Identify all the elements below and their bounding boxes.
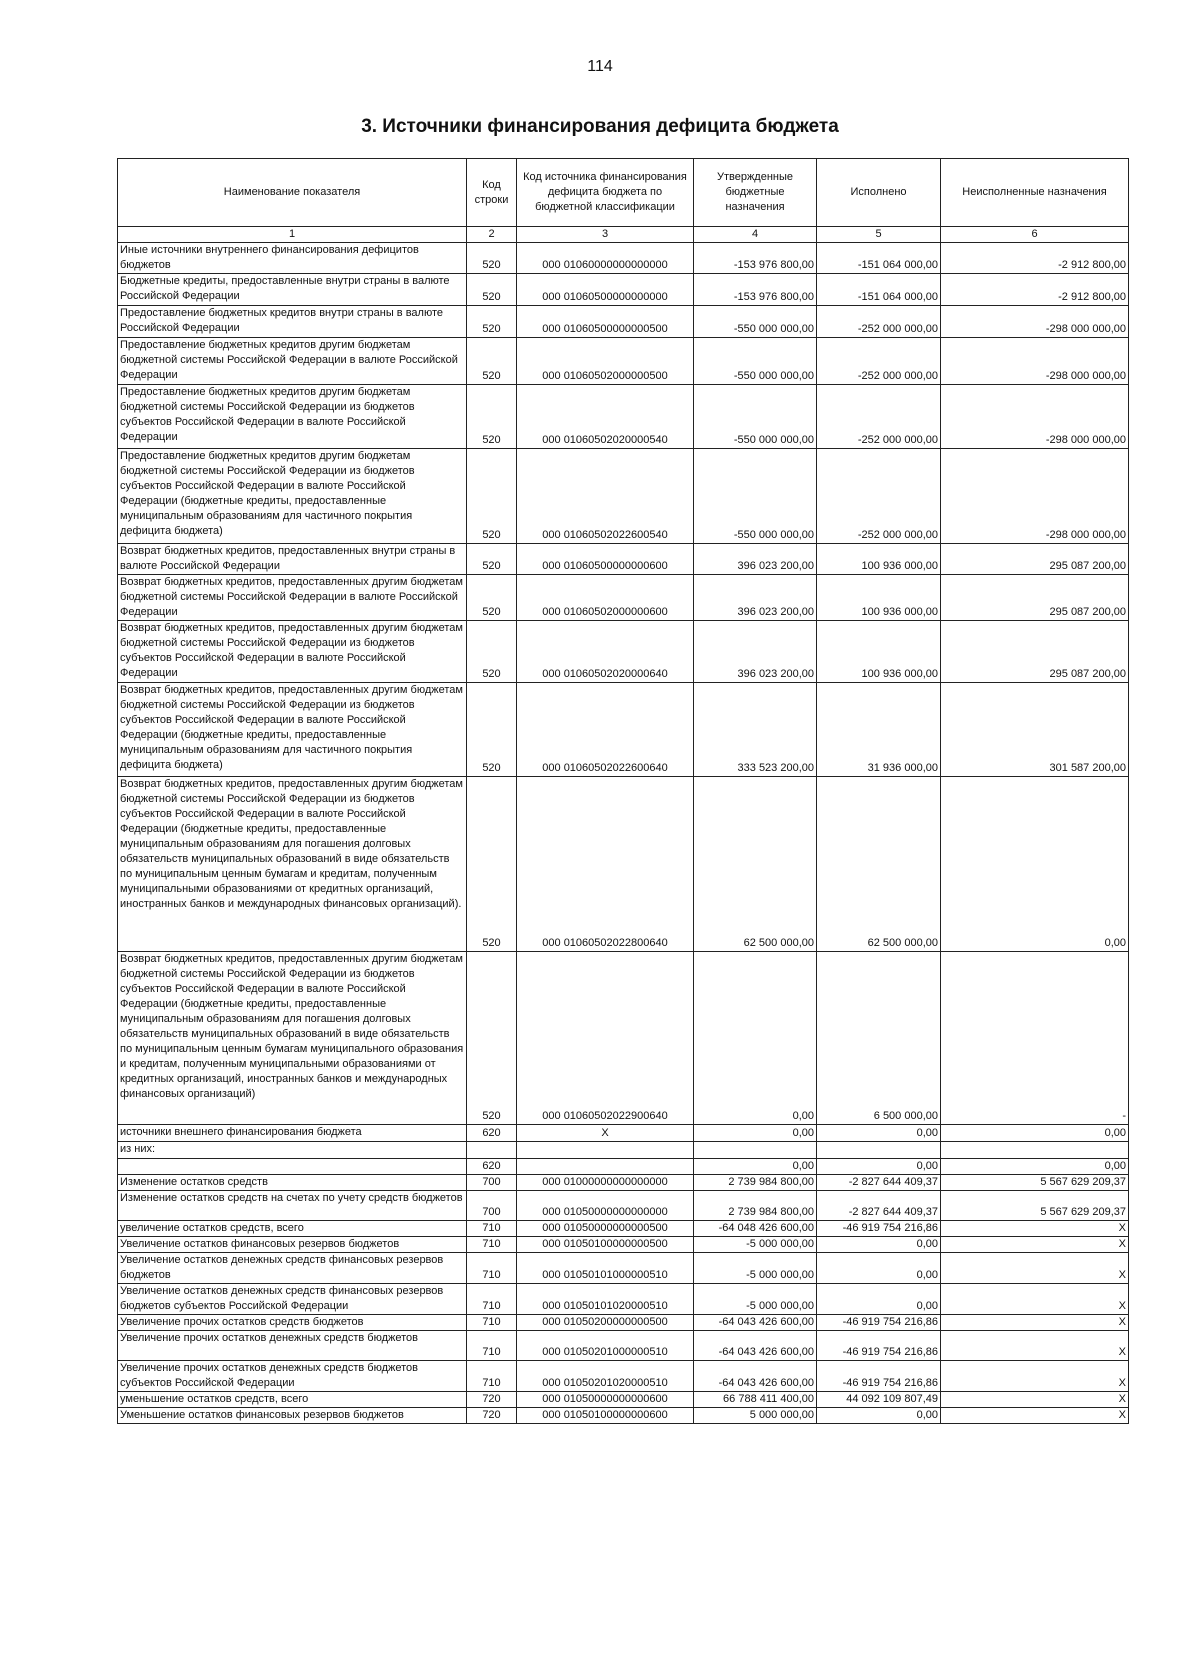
table-row [118,1331,1129,1361]
source-code-cell: 000 01060500000000500 [517,306,694,338]
column-number: 4 [694,227,817,243]
executed-amount-cell [817,1142,941,1159]
header-source-code: Код источника финансирования дефицита бюджета по бюджетной классификации [517,159,694,227]
table-body [118,243,1129,1424]
indicator-name-cell: Изменение остатков средств [118,1175,467,1191]
executed-amount-cell: 0,00 [817,1125,941,1142]
source-code-cell: 000 01050000000000000 [517,1191,694,1221]
header-approved: Утвержденные бюджетные назначения [694,159,817,227]
executed-amount-cell: -46 919 754 216,86 [817,1221,941,1237]
source-code-cell [517,1142,694,1159]
line-code-cell: 710 [467,1237,517,1253]
document-title: 3. Источники финансирования дефицита бюджета [361,116,839,137]
approved-amount-cell: 0,00 [694,952,817,1125]
source-code-cell: 000 01060000000000000 [517,243,694,274]
unexecuted-amount-cell: 0,00 [941,1125,1129,1142]
approved-amount-cell: -5 000 000,00 [694,1284,817,1315]
source-code-cell: 000 01060502022600540 [517,449,694,544]
line-code-cell: 720 [467,1408,517,1424]
line-code-cell: 710 [467,1284,517,1315]
line-code-cell: 720 [467,1392,517,1408]
source-code-cell: 000 01050000000000600 [517,1392,694,1408]
approved-amount-cell: 66 788 411 400,00 [694,1392,817,1408]
approved-amount-cell [694,1142,817,1159]
column-number: 3 [517,227,694,243]
column-number: 2 [467,227,517,243]
table-row [118,683,1129,777]
executed-amount-cell: -46 919 754 216,86 [817,1361,941,1392]
indicator-name-cell: Увеличение прочих остатков денежных средств бюджетов субъектов Российской Федерации [118,1361,467,1392]
table-row [118,544,1129,575]
approved-amount-cell: -5 000 000,00 [694,1253,817,1284]
executed-amount-cell: 100 936 000,00 [817,621,941,683]
unexecuted-amount-cell: X [941,1221,1129,1237]
executed-amount-cell: 0,00 [817,1284,941,1315]
executed-amount-cell: -252 000 000,00 [817,449,941,544]
table-row [118,575,1129,621]
column-number: 1 [118,227,467,243]
indicator-name-cell: Уменьшение остатков финансовых резервов бюджетов [118,1408,467,1424]
executed-amount-cell: 62 500 000,00 [817,777,941,952]
executed-amount-cell: -252 000 000,00 [817,306,941,338]
unexecuted-amount-cell: 0,00 [941,777,1129,952]
header-unexecuted: Неисполненные назначения [941,159,1129,227]
approved-amount-cell: -64 048 426 600,00 [694,1221,817,1237]
table-row [118,1253,1129,1284]
approved-amount-cell: 396 023 200,00 [694,575,817,621]
approved-amount-cell: 396 023 200,00 [694,621,817,683]
indicator-name-cell: Возврат бюджетных кредитов, предоставленных другим бюджетам бюджетной системы Российской Федерации из бюджетов субъектов Российской Федерации в валюте Российской Федерации [118,621,467,683]
indicator-name-cell: увеличение остатков средств, всего [118,1221,467,1237]
approved-amount-cell: 396 023 200,00 [694,544,817,575]
unexecuted-amount-cell: 5 567 629 209,37 [941,1175,1129,1191]
column-number: 5 [817,227,941,243]
line-code-cell [467,1142,517,1159]
line-code-cell: 520 [467,683,517,777]
source-code-cell: 000 01060500000000000 [517,274,694,306]
executed-amount-cell: 0,00 [817,1159,941,1175]
source-code-cell: 000 01050201000000510 [517,1331,694,1361]
source-code-cell: 000 01050100000000500 [517,1237,694,1253]
indicator-name-cell: Возврат бюджетных кредитов, предоставленных другим бюджетам бюджетной системы Российской Федерации из бюджетов субъектов Российской Федерации в валюте Российской Федерации (бюджетные кредиты, предоставленные муниципальным образованиям для частичного покрытия дефицита бюджета) [118,683,467,777]
unexecuted-amount-cell: -2 912 800,00 [941,243,1129,274]
table-row [118,1159,1129,1175]
unexecuted-amount-cell: 295 087 200,00 [941,544,1129,575]
unexecuted-amount-cell: X [941,1392,1129,1408]
line-code-cell: 520 [467,449,517,544]
line-code-cell: 710 [467,1361,517,1392]
table-row [118,306,1129,338]
executed-amount-cell: 0,00 [817,1408,941,1424]
table-row [118,1361,1129,1392]
source-code-cell: 000 01060502000000600 [517,575,694,621]
approved-amount-cell: -550 000 000,00 [694,338,817,385]
approved-amount-cell: 333 523 200,00 [694,683,817,777]
source-code-cell: X [517,1125,694,1142]
unexecuted-amount-cell: - [941,952,1129,1125]
indicator-name-cell: Увеличение остатков денежных средств финансовых резервов бюджетов [118,1253,467,1284]
source-code-cell: 000 01060502022900640 [517,952,694,1125]
approved-amount-cell: -64 043 426 600,00 [694,1315,817,1331]
unexecuted-amount-cell: 301 587 200,00 [941,683,1129,777]
indicator-name-cell: Увеличение прочих остатков средств бюджетов [118,1315,467,1331]
unexecuted-amount-cell [941,1142,1129,1159]
approved-amount-cell: 2 739 984 800,00 [694,1191,817,1221]
unexecuted-amount-cell: 5 567 629 209,37 [941,1191,1129,1221]
column-number: 6 [941,227,1129,243]
source-code-cell: 000 01050200000000500 [517,1315,694,1331]
line-code-cell: 520 [467,777,517,952]
source-code-cell: 000 01060500000000600 [517,544,694,575]
line-code-cell: 520 [467,306,517,338]
unexecuted-amount-cell: -298 000 000,00 [941,338,1129,385]
table-row [118,1408,1129,1424]
executed-amount-cell: -151 064 000,00 [817,274,941,306]
line-code-cell: 710 [467,1315,517,1331]
line-code-cell: 520 [467,575,517,621]
indicator-name-cell: Увеличение остатков финансовых резервов бюджетов [118,1237,467,1253]
table-row [118,1191,1129,1221]
indicator-name-cell [118,1159,467,1175]
unexecuted-amount-cell: 295 087 200,00 [941,621,1129,683]
approved-amount-cell: -153 976 800,00 [694,243,817,274]
executed-amount-cell: -252 000 000,00 [817,338,941,385]
unexecuted-amount-cell: -298 000 000,00 [941,385,1129,449]
unexecuted-amount-cell: X [941,1253,1129,1284]
line-code-cell: 520 [467,952,517,1125]
table-row [118,1221,1129,1237]
table-row [118,449,1129,544]
source-code-cell: 000 01060502022800640 [517,777,694,952]
indicator-name-cell: Возврат бюджетных кредитов, предоставленных другим бюджетам бюджетной системы Российской Федерации из бюджетов субъектов Российской Федерации в валюте Российской Федерации (бюджетные кредиты, предоставленные муниципальным образованиям для погашения долговых обязательств муниципальных образований в виде обязательств по муниципальным ценным бумагам муниципального образования и кредитам, полученным муниципальными образованиями от кредитных организаций, иностранных банков и международных финансовых организаций) [118,952,467,1125]
source-code-cell: 000 01000000000000000 [517,1175,694,1191]
executed-amount-cell: -2 827 644 409,37 [817,1191,941,1221]
indicator-name-cell: Возврат бюджетных кредитов, предоставленных другим бюджетам бюджетной системы Российской Федерации в валюте Российской Федерации [118,575,467,621]
executed-amount-cell: -151 064 000,00 [817,243,941,274]
source-code-cell: 000 01060502020000540 [517,385,694,449]
unexecuted-amount-cell: X [941,1315,1129,1331]
table-row [118,1392,1129,1408]
table-row [118,952,1129,1125]
unexecuted-amount-cell: -298 000 000,00 [941,449,1129,544]
column-number-row [118,227,1129,243]
line-code-cell: 520 [467,385,517,449]
table-row [118,1175,1129,1191]
header-indicator-name: Наименование показателя [118,159,467,227]
unexecuted-amount-cell: X [941,1361,1129,1392]
financing-sources-table [117,158,1129,1424]
unexecuted-amount-cell: -2 912 800,00 [941,274,1129,306]
table-row [118,1237,1129,1253]
executed-amount-cell: -46 919 754 216,86 [817,1315,941,1331]
approved-amount-cell: -64 043 426 600,00 [694,1331,817,1361]
source-code-cell [517,1159,694,1175]
unexecuted-amount-cell: 295 087 200,00 [941,575,1129,621]
indicator-name-cell: Предоставление бюджетных кредитов другим бюджетам бюджетной системы Российской Федерации в валюте Российской Федерации [118,338,467,385]
source-code-cell: 000 01060502020000640 [517,621,694,683]
table-row [118,777,1129,952]
indicator-name-cell: Предоставление бюджетных кредитов внутри страны в валюте Российской Федерации [118,306,467,338]
line-code-cell: 520 [467,243,517,274]
line-code-cell: 520 [467,544,517,575]
table-row [118,274,1129,306]
approved-amount-cell: 0,00 [694,1125,817,1142]
source-code-cell: 000 01050201020000510 [517,1361,694,1392]
line-code-cell: 700 [467,1175,517,1191]
indicator-name-cell: Изменение остатков средств на счетах по учету средств бюджетов [118,1191,467,1221]
table-row [118,385,1129,449]
table-row [118,1125,1129,1142]
executed-amount-cell: 100 936 000,00 [817,544,941,575]
executed-amount-cell: -252 000 000,00 [817,385,941,449]
executed-amount-cell: -2 827 644 409,37 [817,1175,941,1191]
indicator-name-cell: Предоставление бюджетных кредитов другим бюджетам бюджетной системы Российской Федерации из бюджетов субъектов Российской Федерации в валюте Российской Федерации [118,385,467,449]
unexecuted-amount-cell: -298 000 000,00 [941,306,1129,338]
source-code-cell: 000 01050100000000600 [517,1408,694,1424]
header-line-code: Код строки [467,159,517,227]
indicator-name-cell: из них: [118,1142,467,1159]
unexecuted-amount-cell: X [941,1237,1129,1253]
line-code-cell: 710 [467,1331,517,1361]
indicator-name-cell: Возврат бюджетных кредитов, предоставленных другим бюджетам бюджетной системы Российской Федерации из бюджетов субъектов Российской Федерации в валюте Российской Федерации (бюджетные кредиты, предоставленные муниципальным образованиям для погашения долговых обязательств муниципальных образований в виде обязательств по муниципальным ценным бумагам и кредитам, полученным муниципальными образованиями от кредитных организаций, иностранных банков и международных финансовых организаций). [118,777,467,952]
approved-amount-cell: 62 500 000,00 [694,777,817,952]
line-code-cell: 520 [467,621,517,683]
source-code-cell: 000 01060502000000500 [517,338,694,385]
table-row [118,243,1129,274]
line-code-cell: 710 [467,1221,517,1237]
executed-amount-cell: 31 936 000,00 [817,683,941,777]
unexecuted-amount-cell: X [941,1284,1129,1315]
indicator-name-cell: Возврат бюджетных кредитов, предоставленных внутри страны в валюте Российской Федерации [118,544,467,575]
executed-amount-cell: 0,00 [817,1253,941,1284]
approved-amount-cell: 0,00 [694,1159,817,1175]
executed-amount-cell: 44 092 109 807,49 [817,1392,941,1408]
unexecuted-amount-cell: X [941,1331,1129,1361]
unexecuted-amount-cell: X [941,1408,1129,1424]
indicator-name-cell: источники внешнего финансирования бюджета [118,1125,467,1142]
approved-amount-cell: -5 000 000,00 [694,1237,817,1253]
approved-amount-cell: -153 976 800,00 [694,274,817,306]
header-row [118,159,1129,227]
table-row [118,1142,1129,1159]
executed-amount-cell: -46 919 754 216,86 [817,1331,941,1361]
table-row [118,1315,1129,1331]
executed-amount-cell: 6 500 000,00 [817,952,941,1125]
line-code-cell: 620 [467,1159,517,1175]
executed-amount-cell: 0,00 [817,1237,941,1253]
indicator-name-cell: Увеличение остатков денежных средств финансовых резервов бюджетов субъектов Российской Федерации [118,1284,467,1315]
table-row [118,338,1129,385]
source-code-cell: 000 01050101000000510 [517,1253,694,1284]
source-code-cell: 000 01050101020000510 [517,1284,694,1315]
table-row [118,621,1129,683]
approved-amount-cell: -550 000 000,00 [694,449,817,544]
line-code-cell: 620 [467,1125,517,1142]
approved-amount-cell: 5 000 000,00 [694,1408,817,1424]
indicator-name-cell: Увеличение прочих остатков денежных средств бюджетов [118,1331,467,1361]
approved-amount-cell: -550 000 000,00 [694,306,817,338]
indicator-name-cell: Предоставление бюджетных кредитов другим бюджетам бюджетной системы Российской Федерации из бюджетов субъектов Российской Федерации в валюте Российской Федерации (бюджетные кредиты, предоставленные муниципальным образованиям для частичного покрытия дефицита бюджета) [118,449,467,544]
executed-amount-cell: 100 936 000,00 [817,575,941,621]
indicator-name-cell: Бюджетные кредиты, предоставленные внутри страны в валюте Российской Федерации [118,274,467,306]
approved-amount-cell: -64 043 426 600,00 [694,1361,817,1392]
unexecuted-amount-cell: 0,00 [941,1159,1129,1175]
line-code-cell: 520 [467,338,517,385]
line-code-cell: 520 [467,274,517,306]
table-row [118,1284,1129,1315]
line-code-cell: 700 [467,1191,517,1221]
page-number: 114 [587,58,613,75]
source-code-cell: 000 01050000000000500 [517,1221,694,1237]
source-code-cell: 000 01060502022600640 [517,683,694,777]
header-executed: Исполнено [817,159,941,227]
indicator-name-cell: уменьшение остатков средств, всего [118,1392,467,1408]
line-code-cell: 710 [467,1253,517,1284]
approved-amount-cell: 2 739 984 800,00 [694,1175,817,1191]
indicator-name-cell: Иные источники внутреннего финансирования дефицитов бюджетов [118,243,467,274]
approved-amount-cell: -550 000 000,00 [694,385,817,449]
